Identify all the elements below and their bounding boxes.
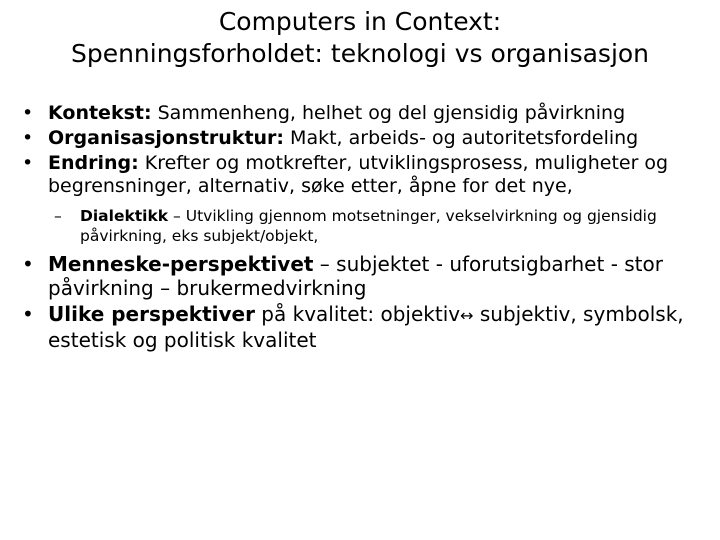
sub-bullet-text: – Utvikling gjennom motsetninger, vekselvirkning og gjensidig påvirkning, eks subjekt/objekt,: [80, 207, 657, 245]
bullet-term: Kontekst:: [48, 102, 152, 124]
bullet-marker: •: [22, 252, 34, 276]
bullet-organisasjonstruktur: [20, 127, 710, 150]
bullet-text-after: subjektiv, symbolsk, estetisk og politisk kvalitet: [48, 302, 684, 352]
bullet-text-before: på kvalitet: objektiv: [254, 302, 461, 326]
bullet-marker: •: [22, 102, 34, 124]
bullet-marker: •: [22, 302, 34, 326]
bullet-menneske-perspektivet: [20, 252, 710, 300]
bullet-term: Organisasjonstruktur:: [48, 127, 285, 149]
bullet-ulike-perspektiver: [20, 302, 710, 352]
bullet-marker: •: [22, 127, 34, 149]
bullet-endring: [20, 152, 710, 198]
title-line-1: Computers in Context:: [218, 7, 502, 36]
title-line-2: Spenningsforholdet: teknologi vs organisasjon: [70, 39, 650, 68]
bullet-term: Endring:: [48, 152, 139, 174]
bullet-text: Sammenheng, helhet og del gjensidig påvirkning: [151, 102, 626, 124]
bullet-text: Krefter og motkrefter, utviklingsprosess, muligheter og begrensninger, alternativ, søke etter, åpne for det nye,: [48, 152, 669, 197]
bullet-marker: •: [22, 152, 34, 174]
bullet-kontekst: [20, 102, 710, 125]
slide-title: [0, 6, 720, 70]
sub-bullet-term: Dialektikk: [80, 207, 169, 225]
bullet-text: – subjektet - uforutsigbarhet - stor påvirkning – brukermedvirkning: [48, 252, 663, 300]
bullet-text: Makt, arbeids- og autoritetsfordeling: [284, 127, 639, 149]
double-arrow-icon: ↔: [460, 306, 474, 325]
sub-bullet-marker: –: [54, 207, 62, 225]
bullet-term: Ulike perspektiver: [48, 302, 255, 326]
bullet-list: [20, 102, 710, 354]
bullet-term: Menneske-perspektivet: [48, 252, 314, 276]
sub-bullet-dialektikk: [20, 206, 710, 246]
